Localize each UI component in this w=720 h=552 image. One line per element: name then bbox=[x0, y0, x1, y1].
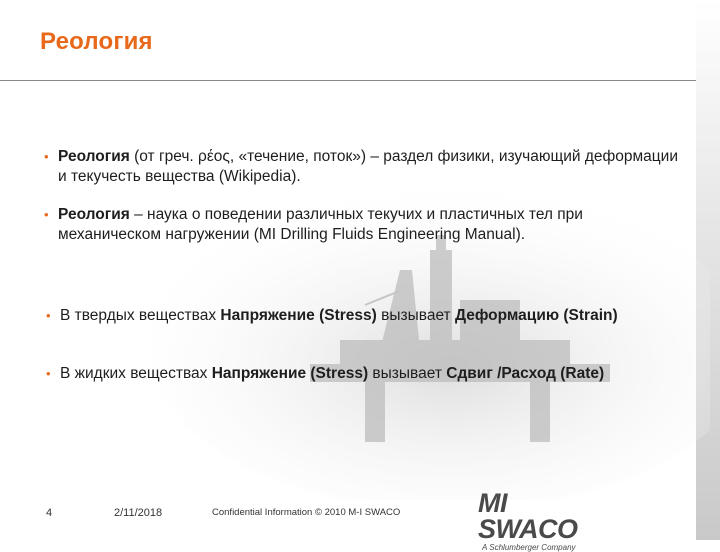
bullet-text-bold: Напряжение (Stress) bbox=[220, 307, 377, 324]
bullet-text-normal: вызывает bbox=[376, 307, 455, 324]
bullet-text-normal: – наука о поведении различных текучих и пластичных тел при механическом нагружении (MI Drilling Fluids Engineering Manual). bbox=[58, 206, 583, 243]
bullet-text-bold: Сдвиг /Расход (Rate) bbox=[446, 365, 605, 382]
bullet-marker: • bbox=[44, 149, 49, 164]
bullet-text bbox=[46, 306, 666, 326]
bullet-text-bold: Напряжение (Stress) bbox=[211, 365, 369, 382]
mi-swaco-logo bbox=[478, 488, 594, 552]
bullet-text bbox=[44, 147, 684, 187]
footer-date: 2/11/2018 bbox=[114, 507, 163, 519]
bullet-marker: • bbox=[46, 366, 51, 381]
bullet-text-normal: вызывает bbox=[368, 365, 447, 382]
bullet-marker: • bbox=[44, 207, 49, 222]
footer-confidential: Confidential Information © 2010 M-I SWACO bbox=[212, 507, 401, 518]
logo-tagline: A Schlumberger Company bbox=[482, 543, 576, 552]
bullet-text-normal: В жидких веществах bbox=[60, 365, 212, 382]
bullet-text-normal: В твердых веществах bbox=[60, 307, 221, 324]
logo-mi: MI bbox=[478, 488, 507, 518]
bullet-text bbox=[44, 205, 684, 245]
slide-title: Реология bbox=[40, 28, 153, 55]
bullet-item bbox=[46, 364, 666, 384]
bullet-text-bold: Деформацию (Strain) bbox=[454, 307, 618, 324]
logo-swaco: SWACO bbox=[478, 514, 578, 544]
footer-page-number: 4 bbox=[46, 507, 53, 519]
bullet-marker: • bbox=[46, 308, 51, 323]
title-divider bbox=[0, 80, 696, 81]
bullet-text bbox=[46, 364, 666, 384]
bullet-text-bold: Реология bbox=[58, 206, 130, 223]
bullet-item bbox=[46, 306, 666, 326]
bullet-text-bold: Реология bbox=[58, 148, 130, 165]
bullet-item bbox=[44, 205, 684, 245]
bullet-item bbox=[44, 147, 684, 187]
logo-wordmark bbox=[478, 490, 594, 542]
bullet-text-normal: (от греч. ρέος, «течение, поток») – раздел физики, изучающий деформации и текучесть вещества (Wikipedia). bbox=[58, 148, 678, 185]
